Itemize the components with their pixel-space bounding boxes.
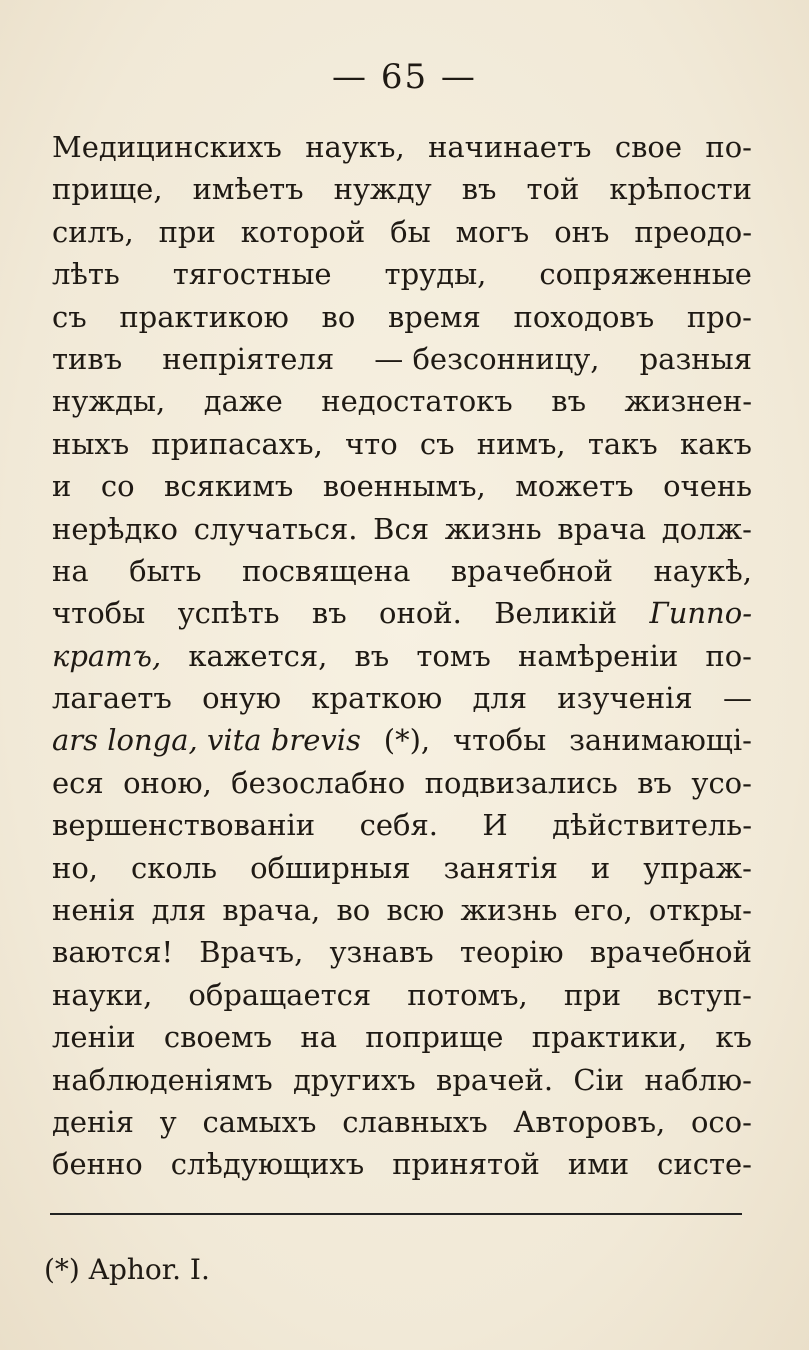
word: въ	[354, 638, 390, 673]
word: для	[151, 893, 207, 928]
word: ars longa, vita brevis	[52, 723, 361, 758]
word: что	[345, 426, 398, 461]
text-line	[52, 211, 752, 253]
word: практикою	[119, 299, 289, 334]
footnote: (*) Aphor. I.	[44, 1253, 210, 1286]
word: И	[482, 808, 508, 843]
word: Гиппо-	[649, 596, 752, 631]
word: крѣпости	[609, 172, 752, 207]
word: къ	[715, 1020, 752, 1055]
word: ныхъ	[52, 426, 130, 461]
word: обширныя	[250, 850, 411, 885]
word: въ	[551, 384, 587, 419]
word: Медицинскихъ	[52, 130, 282, 164]
word: и	[590, 850, 611, 885]
word: имѣетъ	[192, 172, 304, 207]
word: вступ-	[657, 977, 752, 1012]
word: во	[321, 299, 356, 334]
word: очень	[663, 469, 752, 504]
word: Сіи	[573, 1062, 625, 1097]
word: ненія	[52, 893, 136, 928]
word: другихъ	[292, 1062, 416, 1097]
word: преодо-	[634, 214, 752, 249]
word: принятой	[392, 1147, 540, 1182]
word: (*),	[383, 723, 431, 758]
word: припасахъ,	[151, 426, 323, 461]
word: чтобы	[52, 596, 146, 631]
word: денія	[52, 1104, 134, 1139]
text-line	[52, 931, 752, 973]
word: нимъ,	[476, 426, 566, 461]
word: при	[158, 214, 216, 249]
word: всякимъ	[164, 469, 294, 504]
word: наукѣ,	[653, 553, 752, 588]
word: жизнен-	[624, 384, 752, 419]
word: про-	[686, 299, 752, 334]
word: —	[722, 681, 752, 716]
word: оной.	[379, 596, 462, 631]
word: потомъ,	[407, 977, 528, 1012]
word: жизнь	[460, 893, 558, 928]
word: при	[563, 977, 622, 1012]
text-line	[52, 296, 752, 338]
word: сколь	[131, 850, 218, 885]
text-line	[52, 592, 752, 634]
footnote-divider	[50, 1213, 742, 1215]
word: на	[300, 1020, 337, 1055]
word: откры-	[648, 893, 752, 928]
word: обращается	[188, 977, 372, 1012]
word: изученія	[557, 681, 693, 716]
text-line	[52, 847, 752, 889]
word: прище,	[52, 172, 163, 207]
word: какъ	[679, 426, 752, 461]
word: по-	[705, 130, 752, 164]
word: подвизались	[424, 765, 618, 800]
word: даже	[203, 384, 283, 419]
word: усо-	[691, 765, 752, 800]
text-line	[52, 338, 752, 380]
word: во	[336, 893, 371, 928]
word: врача	[557, 511, 647, 546]
word: разныя	[639, 341, 752, 376]
word: наблюденіямъ	[52, 1062, 273, 1097]
word: самыхъ	[202, 1104, 317, 1139]
text-line	[52, 1016, 752, 1058]
word: той	[526, 172, 580, 207]
word: Великій	[494, 596, 618, 631]
word: ваются!	[52, 935, 174, 970]
word: въ	[637, 765, 672, 800]
word: у	[159, 1104, 177, 1139]
word: съ	[52, 299, 87, 334]
word: ими	[567, 1147, 630, 1182]
text-line	[52, 423, 752, 465]
word: бенно	[52, 1147, 143, 1182]
word: практики,	[531, 1020, 688, 1055]
word: чтобы	[452, 723, 547, 758]
text-line	[52, 550, 752, 592]
word: слѣдующихъ	[170, 1147, 365, 1182]
text-line	[52, 889, 752, 931]
word: кажется,	[188, 638, 328, 673]
word: лагаетъ	[52, 681, 172, 716]
word: теорію	[459, 935, 564, 970]
word: наблю-	[644, 1062, 752, 1097]
word: но,	[52, 850, 99, 885]
word: науки,	[52, 977, 153, 1012]
word: сопряженные	[539, 257, 752, 292]
word: безослабно	[231, 765, 406, 800]
word: успѣть	[177, 596, 280, 631]
word: еся	[52, 765, 104, 800]
word: такъ	[587, 426, 658, 461]
word: быть	[129, 553, 202, 588]
word: военнымъ,	[322, 469, 486, 504]
word: могъ	[455, 214, 530, 249]
word: на	[52, 553, 89, 588]
word: силъ,	[52, 214, 134, 249]
word: его,	[573, 893, 633, 928]
text-line	[52, 974, 752, 1016]
word: со	[100, 469, 135, 504]
word: врачей.	[436, 1062, 554, 1097]
word: нужду	[333, 172, 432, 207]
text-line	[52, 168, 752, 210]
word: время	[387, 299, 481, 334]
word: оную	[202, 681, 282, 716]
word: леніи	[52, 1020, 136, 1055]
word: бы	[390, 214, 431, 249]
word: Вся	[373, 511, 430, 546]
word: Авторовъ,	[513, 1104, 666, 1139]
word: занимающі-	[569, 723, 752, 758]
word: своемъ	[163, 1020, 273, 1055]
word: себя.	[359, 808, 438, 843]
word: лѣть	[52, 257, 120, 292]
word: всю	[386, 893, 445, 928]
text-line	[52, 126, 752, 168]
word: осо-	[690, 1104, 752, 1139]
word: жизнь	[444, 511, 542, 546]
word: свое	[614, 130, 683, 164]
word: недостатокъ	[321, 384, 513, 419]
word: узнавъ	[329, 935, 434, 970]
word: систе-	[657, 1147, 752, 1182]
word: съ	[419, 426, 455, 461]
text-line	[52, 1059, 752, 1101]
word: нерѣдко	[52, 511, 178, 546]
word: долж-	[661, 511, 752, 546]
word: тягостные	[172, 257, 332, 292]
word: начинаетъ	[428, 130, 592, 164]
word: можетъ	[515, 469, 634, 504]
word: врача,	[222, 893, 321, 928]
word: и	[52, 469, 72, 504]
word: занятія	[443, 850, 558, 885]
text-line	[52, 253, 752, 295]
word: кратъ,	[52, 638, 162, 673]
word: тивъ	[52, 341, 123, 376]
word: дѣйствитель-	[552, 808, 752, 843]
word: — безсонницу,	[374, 341, 600, 376]
word: врачебной	[589, 935, 752, 970]
page-number: — 65 —	[332, 57, 477, 97]
word: поприще	[365, 1020, 504, 1055]
word: намѣреніи	[517, 638, 679, 673]
word: посвящена	[241, 553, 411, 588]
word: упраж-	[643, 850, 752, 885]
word: Врачъ,	[199, 935, 304, 970]
word: походовъ	[513, 299, 655, 334]
word: вершенствованіи	[52, 808, 316, 843]
word: томъ	[416, 638, 491, 673]
word: онъ	[554, 214, 610, 249]
word: наукъ,	[305, 130, 405, 164]
word: для	[472, 681, 528, 716]
word: краткою	[311, 681, 443, 716]
text-line	[52, 762, 752, 804]
word: случаться.	[193, 511, 358, 546]
text-line	[52, 1101, 752, 1143]
word: оною,	[123, 765, 212, 800]
text-line	[52, 508, 752, 550]
word: врачебной	[450, 553, 613, 588]
word: которой	[240, 214, 366, 249]
word: непріятеля	[162, 341, 335, 376]
word: труды,	[384, 257, 487, 292]
word: славныхъ	[342, 1104, 488, 1139]
word: по-	[705, 638, 752, 673]
text-line	[52, 635, 752, 677]
word: въ	[311, 596, 347, 631]
text-line	[52, 1143, 752, 1185]
body-text	[52, 126, 752, 1186]
text-line	[52, 677, 752, 719]
text-line	[52, 380, 752, 422]
text-line	[52, 465, 752, 507]
word: нужды,	[52, 384, 166, 419]
word: въ	[461, 172, 497, 207]
text-line	[52, 719, 752, 761]
text-line	[52, 804, 752, 846]
